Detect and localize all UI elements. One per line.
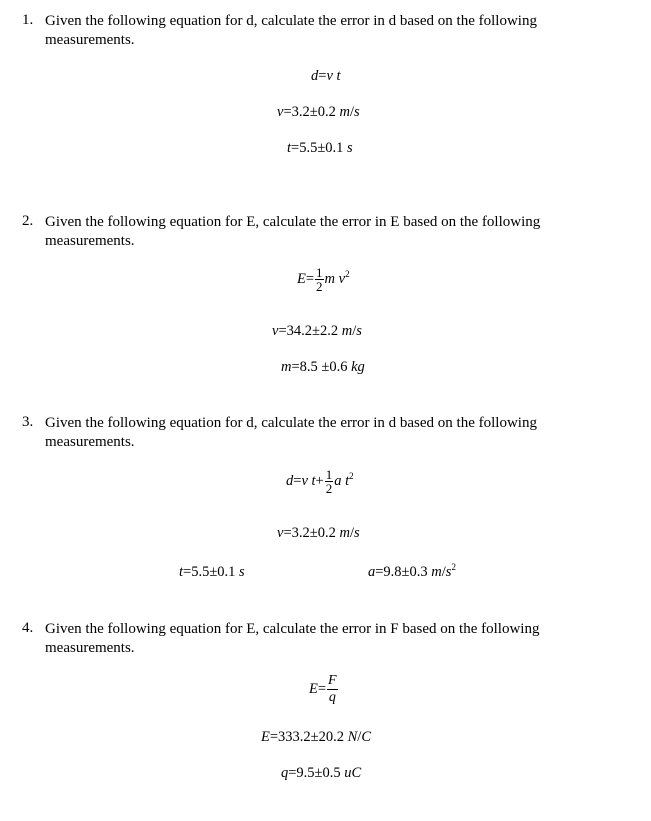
equation-q2: E= $\frac{1}{2}$ m $v^2$	[297, 265, 350, 294]
question-number: 4.	[22, 620, 34, 636]
measurement-v-q2: v=34.2±2.2 m/s	[272, 323, 362, 339]
equation-q1: d=v t	[311, 68, 341, 84]
equation-q3: d=v t+ $\frac{1}{2}$ a $t^2$	[286, 467, 354, 496]
question-prompt: Given the following equation for E, calculate the error in F based on the following measurements.	[45, 621, 540, 656]
equation-q4: E= $\frac{F}{q}$	[309, 673, 337, 705]
measurement-m-q2: m=8.5 ±0.6 kg	[281, 359, 365, 375]
measurement-a-q3: a=9.8±0.3 $m/s^2$	[368, 562, 456, 580]
measurement-t-q1: t=5.5±0.1 s	[287, 140, 353, 156]
measurement-e-q4: E=333.2±20.2 N/C	[261, 729, 371, 745]
measurement-t-q3: t=5.5±0.1 s	[179, 564, 245, 580]
question-number: 2.	[22, 213, 34, 229]
measurement-q-q4: q=9.5±0.5 uC	[281, 765, 362, 781]
measurement-v-q1: v=3.2±0.2 m/s	[277, 104, 360, 120]
question-prompt: Given the following equation for d, calculate the error in d based on the following measurements.	[45, 415, 537, 450]
question-prompt: Given the following equation for d, calculate the error in d based on the following measurements.	[45, 13, 537, 48]
question-number: 1.	[22, 12, 34, 28]
measurement-v-q3: v=3.2±0.2 m/s	[277, 525, 360, 541]
question-number: 3.	[22, 414, 34, 430]
question-prompt: Given the following equation for E, calculate the error in E based on the following measurements.	[45, 214, 541, 249]
